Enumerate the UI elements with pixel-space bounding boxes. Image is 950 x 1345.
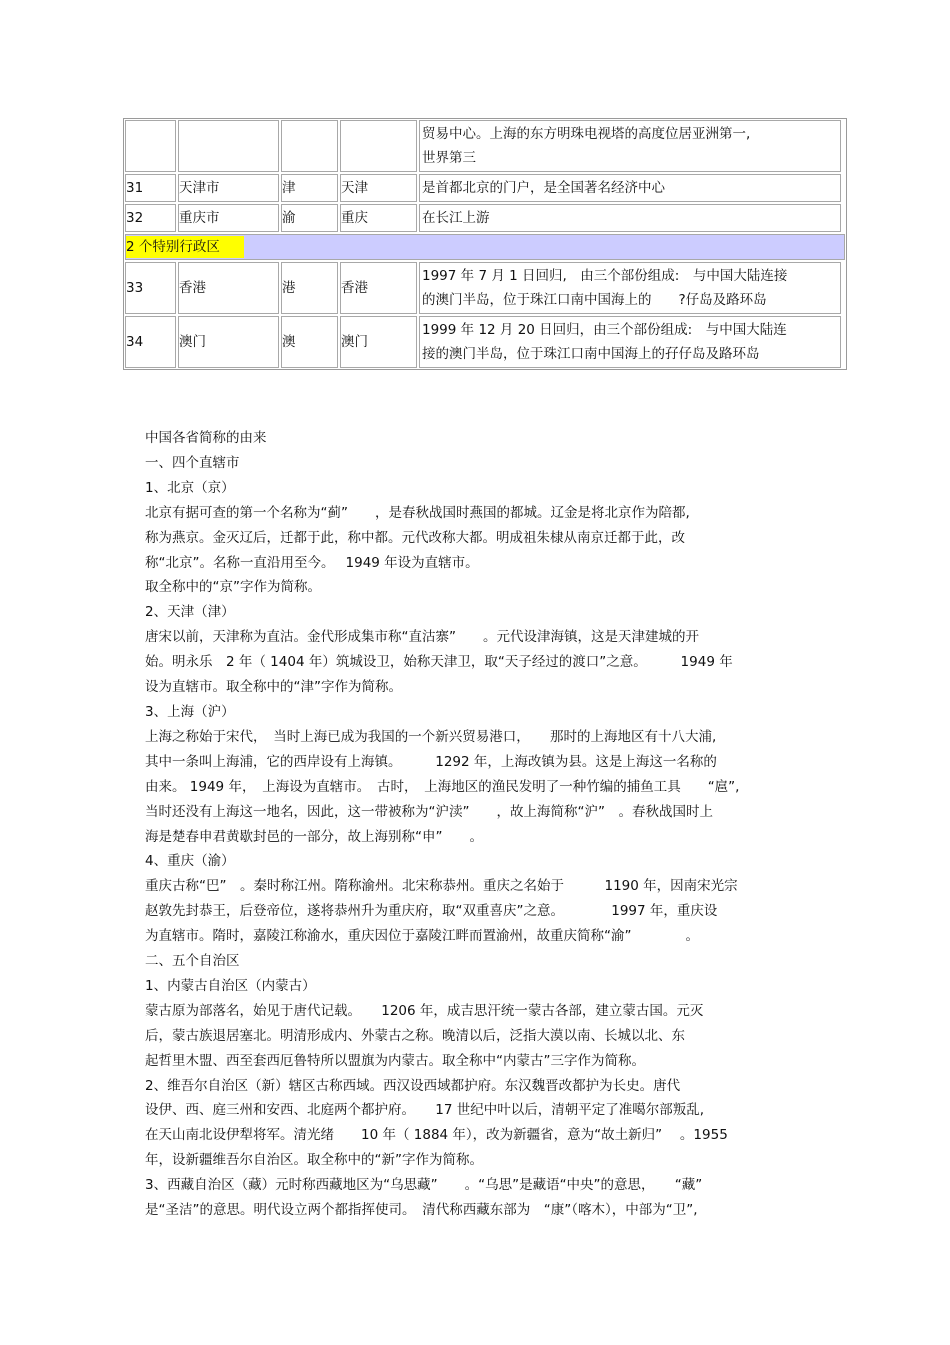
paragraph-line: 唐宋以前，天津称为直沽。金代形成集市称“直沽寨” 。元代设津海镇，这是天津建城的开 — [145, 629, 699, 646]
description-line: 在长江上游 — [422, 210, 490, 226]
table-cell-abbr: 渝 — [281, 204, 338, 232]
paragraph-line: 在天山南北设伊犁将军。清光绪 10 年（ 1884 年），改为新疆省，意为“故土新归” 。1955 — [145, 1127, 728, 1144]
table-cell-seat — [340, 120, 417, 172]
table-cell-seat: 香港 — [340, 262, 417, 314]
table-cell-description — [419, 204, 841, 232]
table-cell-abbr: 港 — [281, 262, 338, 314]
description-line: 1999 年 12 月 20 日回归，由三个部份组成: 与中国大陆连 — [422, 322, 787, 338]
description-line: 是首都北京的门户，是全国著名经济中心 — [422, 180, 665, 196]
table-row — [124, 261, 846, 315]
section-heading: 二、五个自治区 — [145, 953, 240, 970]
table-cell-name — [178, 120, 279, 172]
paragraph-line: 为直辖市。隋时，嘉陵江称渝水，重庆因位于嘉陵江畔而置渝州，故重庆简称“渝” 。 — [145, 928, 699, 945]
table-row — [124, 315, 846, 369]
table-cell-description — [419, 120, 841, 172]
article-body — [145, 426, 825, 1223]
table-cell-abbr — [281, 120, 338, 172]
subsection-heading: 1、内蒙古自治区（内蒙古） — [145, 977, 316, 994]
subsection-heading: 2、天津（津） — [145, 604, 235, 621]
table-cell-name: 重庆市 — [178, 204, 279, 232]
paragraph-line: 北京有据可查的第一个名称为“蓟” ，是春秋战国时燕国的都城。辽金是将北京作为陪都, — [145, 504, 690, 521]
table-cell-abbr: 津 — [281, 174, 338, 202]
table-row — [124, 119, 846, 173]
table-cell-description — [419, 262, 841, 314]
table-row — [124, 173, 846, 203]
table-cell-description — [419, 316, 841, 368]
paragraph-line: 由来。 1949 年， 上海设为直辖市。 古时， 上海地区的渔民发明了一种竹编的捕鱼工具 “扈”, — [145, 778, 740, 795]
description-line: 的澳门半岛，位于珠江口南中国海上的 ?仔岛及路环岛 — [422, 292, 767, 308]
table-cell-name: 天津市 — [178, 174, 279, 202]
paragraph-line: 是“圣洁”的意思。明代设立两个都指挥使司。 清代称西藏东部为 “康”（喀木），中部为“卫”, — [145, 1202, 698, 1219]
paragraph-line: 蒙古原为部落名，始见于唐代记载。 1206 年，成吉思汗统一蒙古各部，建立蒙古国。元灭 — [145, 1002, 704, 1019]
paragraph-line: 称“北京”。名称一直沿用至今。 1949 年设为直辖市。 — [145, 554, 479, 571]
paragraph-line: 重庆古称“巴” 。秦时称江州。隋称渝州。北宋称恭州。重庆之名始于 1190 年，因南宋光宗 — [145, 878, 738, 895]
paragraph-line: 年，设新疆维吾尔自治区。取全称中的“新”字作为简称。 — [145, 1152, 483, 1169]
paragraph-line: 设为直辖市。取全称中的“津”字作为简称。 — [145, 679, 402, 696]
table-cell-number: 34 — [125, 316, 176, 368]
description-line: 贸易中心。上海的东方明珠电视塔的高度位居亚洲第一, — [422, 126, 751, 142]
paragraph-line: 2、维吾尔自治区（新）辖区古称西域。西汉设西域都护府。东汉魏晋改都护为长史。唐代 — [145, 1077, 681, 1094]
table-cell-name: 澳门 — [178, 316, 279, 368]
table-cell-seat: 天津 — [340, 174, 417, 202]
description-line: 接的澳门半岛，位于珠江口南中国海上的孖仔岛及路环岛 — [422, 346, 760, 362]
article-title: 中国各省简称的由来 — [145, 430, 267, 446]
paragraph-line: 称为燕京。金灭辽后，迁都于此，称中都。元代改称大都。明成祖朱棣从南京迁都于此，改 — [145, 529, 685, 546]
table-cell-number: 33 — [125, 262, 176, 314]
paragraph-line: 设伊、西、庭三州和安西、北庭两个都护府。 17 世纪中叶以后，清朝平定了准噶尔部叛乱, — [145, 1102, 705, 1119]
paragraph-line: 起哲里木盟、西至套西厄鲁特所以盟旗为内蒙古。取全称中“内蒙古”三字作为简称。 — [145, 1052, 645, 1069]
paragraph-line: 取全称中的“京”字作为简称。 — [145, 579, 321, 596]
table-cell-number — [125, 120, 176, 172]
subsection-heading: 3、上海（沪） — [145, 703, 235, 720]
paragraph-line: 当时还没有上海这一地名，因此，这一带被称为“沪渎” ，故上海简称“沪” 。春秋战国时上 — [145, 803, 713, 820]
description-line: 世界第三 — [422, 150, 476, 166]
paragraph-line: 赵敦先封恭王，后登帝位，遂将恭州升为重庆府，取“双重喜庆”之意。 1997 年，重庆设 — [145, 903, 718, 920]
province-table — [123, 118, 847, 370]
table-cell-seat: 澳门 — [340, 316, 417, 368]
subsection-heading: 4、重庆（渝） — [145, 853, 235, 870]
paragraph-line: 后，蒙古族退居塞北。明清形成内、外蒙古之称。晚清以后，泛指大漠以南、长城以北、东 — [145, 1027, 685, 1044]
section-header-row — [125, 234, 845, 260]
paragraph-line: 海是楚春申君黄歇封邑的一部分，故上海别称“申” 。 — [145, 828, 483, 845]
paragraph-line: 上海之称始于宋代， 当时上海已成为我国的一个新兴贸易港口， 那时的上海地区有十八大浦, — [145, 728, 717, 745]
table-row — [124, 203, 846, 233]
paragraph-line: 其中一条叫上海浦，它的西岸设有上海镇。 1292 年，上海改镇为县。这是上海这一名称的 — [145, 753, 717, 770]
paragraph-line: 3、西藏自治区（藏）元时称西藏地区为“乌思藏” 。“乌思”是藏语“中央”的意思， “藏” — [145, 1177, 703, 1194]
table-cell-name: 香港 — [178, 262, 279, 314]
subsection-heading: 1、北京（京） — [145, 479, 235, 496]
description-line: 1997 年 7 月 1 日回归, 由三个部份组成: 与中国大陆连接 — [422, 268, 788, 284]
paragraph-line: 始。明永乐 2 年（ 1404 年）筑城设卫，始称天津卫，取“天子经过的渡口”之意。 1949 年 — [145, 654, 733, 671]
section-header-label: 2 个特别行政区 — [126, 236, 244, 258]
table-cell-seat: 重庆 — [340, 204, 417, 232]
table-cell-description — [419, 174, 841, 202]
section-heading: 一、四个直辖市 — [145, 454, 240, 471]
table-cell-number: 31 — [125, 174, 176, 202]
table-cell-abbr: 澳 — [281, 316, 338, 368]
table-cell-number: 32 — [125, 204, 176, 232]
